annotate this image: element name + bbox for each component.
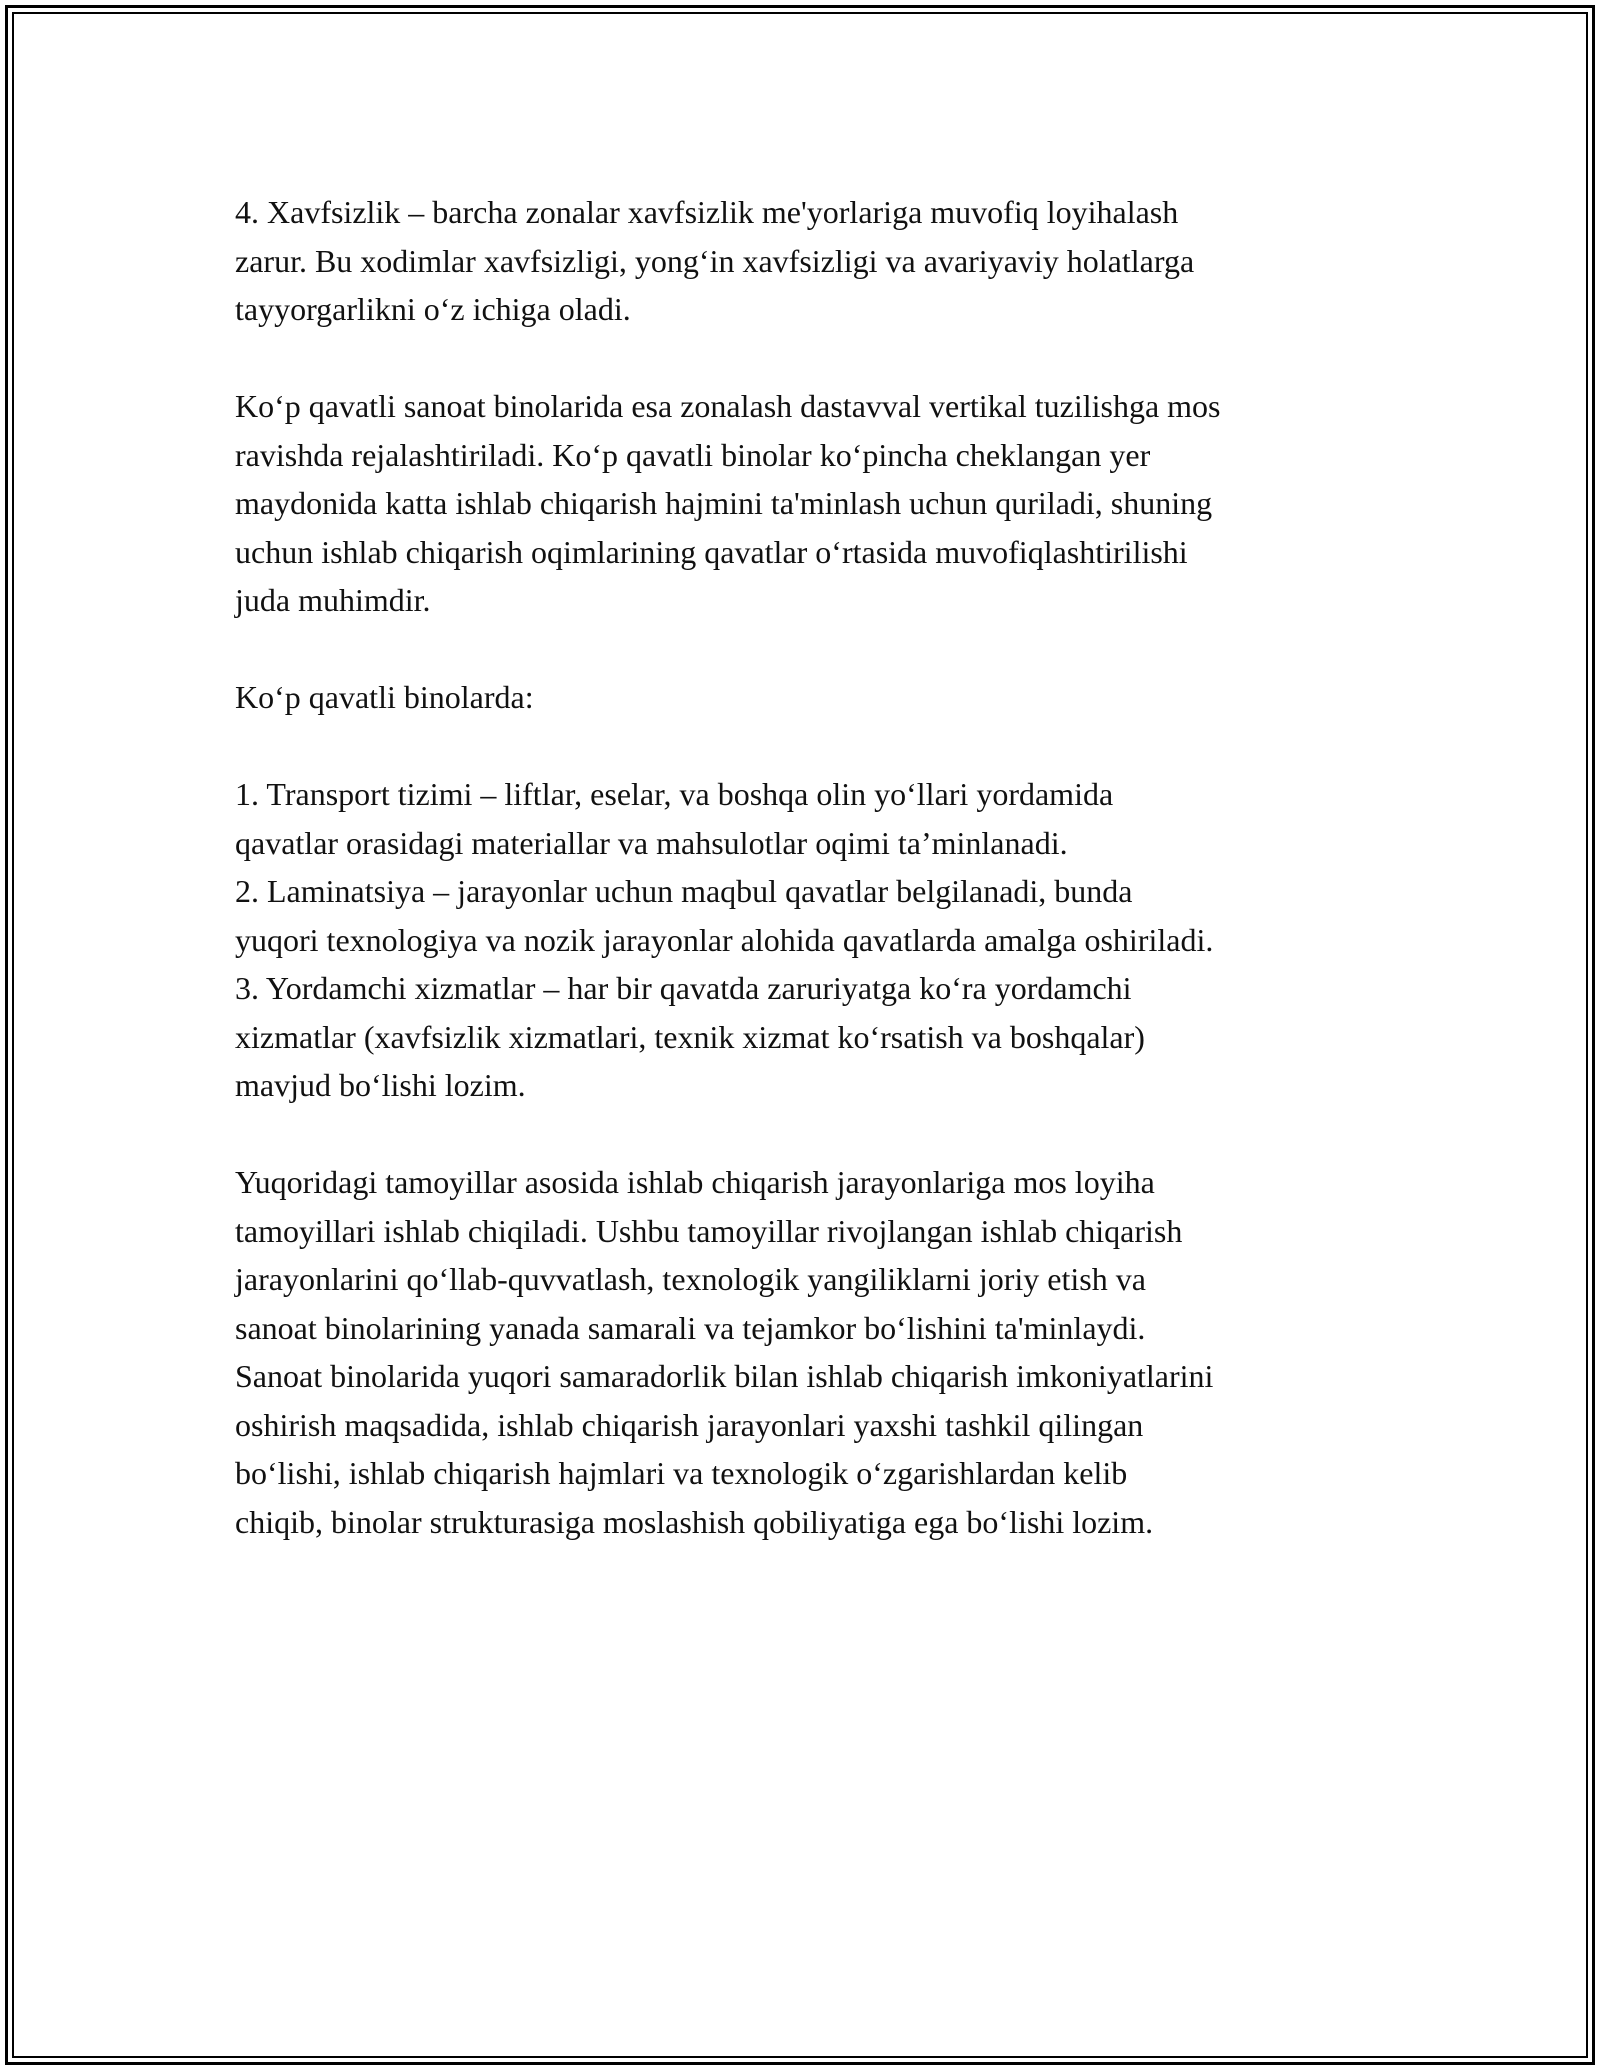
conclusion-paragraph-line: chiqib, binolar strukturasiga moslashish qobiliyatiga ega bo‘lishi lozim. [235,1503,1154,1540]
list-item-services-line: xizmatlar (xavfsizlik xizmatlari, texnik xizmat ko‘rsatish va boshqalar) [235,1018,1145,1055]
multistorey-paragraph-line: uchun ishlab chiqarish oqimlarining qavatlar o‘rtasida muvofiqlashtirilishi [235,533,1188,570]
conclusion-paragraph-line: tamoyillari ishlab chiqiladi. Ushbu tamoyillar rivojlangan ishlab chiqarish [235,1212,1183,1249]
safety-item-line: tayyorgarlikni o‘z ichiga oladi. [235,291,631,327]
document-body [235,188,1385,1546]
multistorey-paragraph-line: ravishda rejalashtiriladi. Ko‘p qavatli binolar ko‘pincha cheklangan yer [235,436,1151,473]
multistorey-paragraph-line: Ko‘p qavatli sanoat binolarida esa zonalash dastavval vertikal tuzilishga mos [235,388,1221,424]
multistorey-paragraph-line: maydonida katta ishlab chiqarish hajmini ta'minlash uchun quriladi, shuning [235,485,1213,521]
paragraph-gap [235,334,1385,383]
conclusion-paragraph-line: jarayonlarini qo‘llab-quvvatlash, texnologik yangiliklarni joriy etish va [235,1261,1146,1297]
multistorey-paragraph-line: juda muhimdir. [235,582,431,618]
conclusion-paragraph-line: sanoat binolarining yanada samarali va tejamkor bo‘lishini ta'minlaydi. [235,1309,1146,1346]
list-item-services-line: 3. Yordamchi xizmatlar – har bir qavatda zaruriyatga ko‘ra yordamchi [235,970,1132,1006]
conclusion-paragraph-line: oshirish maqsadida, ishlab chiqarish jarayonlari yaxshi tashkil qilingan [235,1406,1144,1443]
list-item-lamination-line: 2. Laminatsiya – jarayonlar uchun maqbul qavatlar belgilanadi, bunda [235,873,1133,909]
paragraph-gap [235,625,1385,674]
paragraph-gap [235,722,1385,771]
list-item-transport-line: 1. Transport tizimi – liftlar, eselar, va boshqa olin yo‘llari yordamida [235,776,1114,812]
paragraph-gap [235,1110,1385,1159]
list-item-lamination-line: yuqori texnologiya va nozik jarayonlar alohida qavatlarda amalga oshiriladi. [235,921,1214,958]
conclusion-paragraph-line: Sanoat binolarida yuqori samaradorlik bilan ishlab chiqarish imkoniyatlarini [235,1358,1214,1394]
list-item-transport-line: qavatlar orasidagi materiallar va mahsulotlar oqimi ta’minlanadi. [235,824,1068,861]
list-item-services-line: mavjud bo‘lishi lozim. [235,1067,526,1103]
conclusion-paragraph-line: Yuqoridagi tamoyillar asosida ishlab chiqarish jarayonlariga mos loyiha [235,1164,1155,1200]
safety-item-line: zarur. Bu xodimlar xavfsizligi, yong‘in xavfsizligi va avariyaviy holatlarga [235,242,1195,279]
list-heading: Ko‘p qavatli binolarda: [235,679,534,715]
conclusion-paragraph-line: bo‘lishi, ishlab chiqarish hajmlari va texnologik o‘zgarishlardan kelib [235,1455,1128,1491]
safety-item-line: 4. Xavfsizlik – barcha zonalar xavfsizlik me'yorlariga muvofiq loyihalash [235,194,1179,230]
